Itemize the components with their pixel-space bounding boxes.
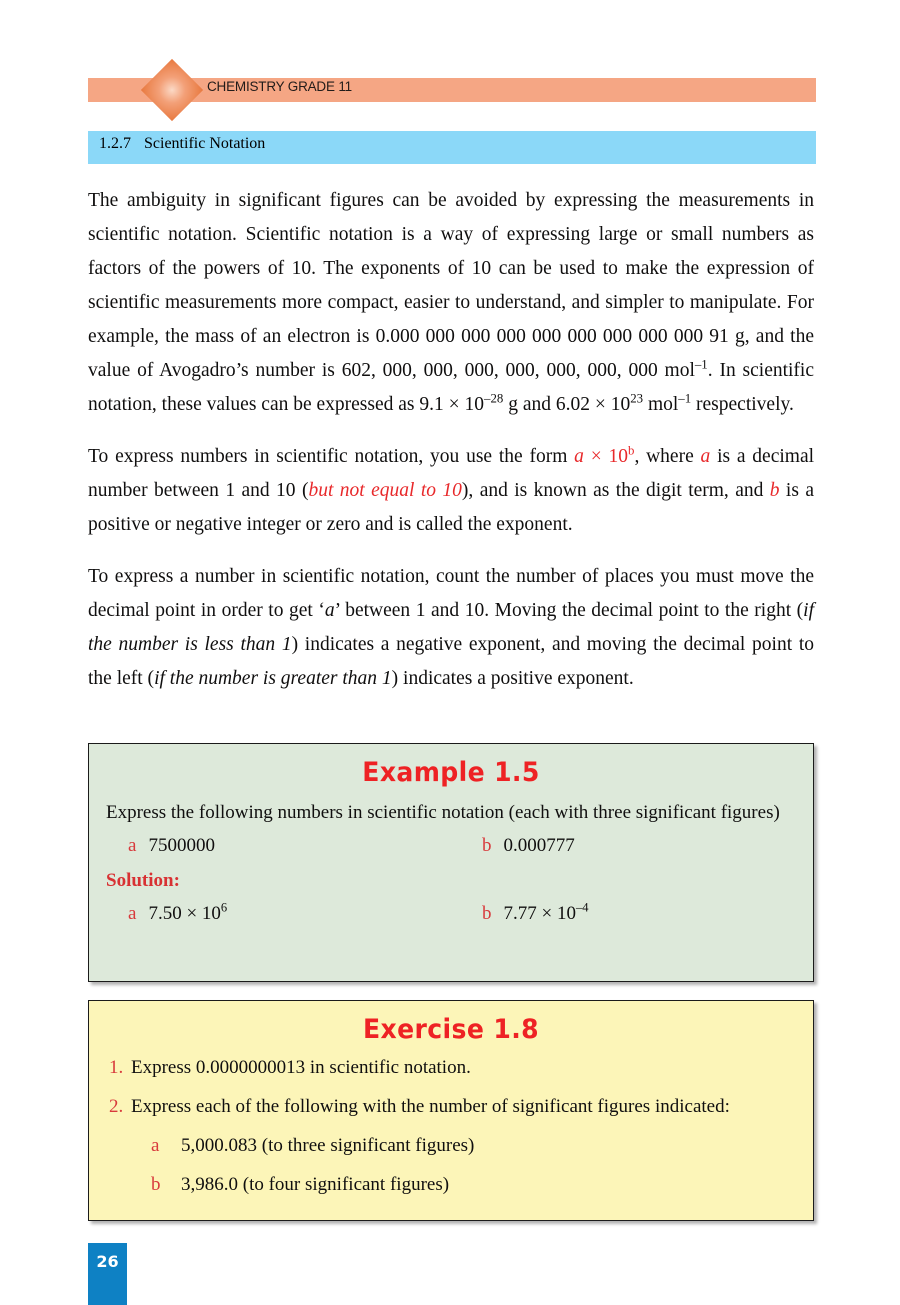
paragraph-2-text-c: is a decimal number between 1 and 10 (: [88, 446, 815, 501]
paragraph-1-text-b: . In scientific notation, these values can be expressed as 9.1 × 10: [88, 360, 814, 415]
example-box-body: [89, 796, 813, 930]
paragraph-2-text-e: is a positive or negative integer or zero and is called the exponent.: [88, 480, 815, 535]
example-solution-row: [106, 897, 796, 930]
solution-label: Solution:: [106, 870, 180, 891]
example-solution-b-marker: b: [482, 903, 492, 924]
example-problem-a: [106, 829, 464, 862]
example-problem-row: [106, 829, 796, 862]
paragraph-2: [88, 440, 814, 542]
exercise-sub-item-text: 5,000.083 (to three significant figures): [181, 1135, 475, 1156]
paragraph-3: [88, 560, 814, 696]
example-solution-b-base: 7.77 × 10: [503, 903, 576, 924]
example-solution-a-exp: 6: [220, 900, 228, 915]
formula-exponent-b: b: [628, 443, 635, 458]
example-problem-b-value: 0.000777: [503, 835, 575, 856]
paragraph-1-sup-3: 23: [630, 391, 644, 406]
exercise-sub-item-marker: a: [151, 1135, 160, 1156]
exercise-item-number: 2.: [109, 1096, 124, 1117]
paragraph-2-text-d: ), and is known as the digit term, and: [461, 480, 770, 501]
exercise-box-body: [89, 1051, 813, 1201]
exercise-item: [109, 1090, 793, 1123]
example-solution-a-marker: a: [128, 903, 137, 924]
exercise-item-text: Express 0.0000000013 in scientific notation.: [131, 1057, 471, 1078]
page-number: 26: [96, 1252, 119, 1271]
paragraph-1-sup-2: –28: [484, 391, 504, 406]
example-problem-a-marker: a: [128, 835, 137, 856]
exercise-sub-item-marker: b: [151, 1174, 161, 1195]
section-number: 1.2.7: [99, 135, 131, 152]
exercise-sub-item: [151, 1168, 793, 1201]
example-box: [88, 743, 814, 982]
exercise-box-title: Exercise 1.8: [363, 1014, 539, 1045]
body-content: [88, 184, 814, 714]
running-header-title: CHEMISTRY GRADE 11: [207, 79, 352, 94]
example-solution-b-exp: –4: [575, 900, 589, 915]
example-solution-a: [106, 897, 464, 930]
paragraph-1-sup-1: –1: [694, 357, 708, 372]
example-solution-b: [464, 897, 796, 930]
paragraph-3-text-c: ) indicates a negative exponent, and moving the decimal point to the left (: [88, 634, 814, 689]
exercise-sub-item: [151, 1129, 793, 1162]
paragraph-3-text-d: ) indicates a positive exponent.: [391, 668, 634, 689]
formula-times-ten: × 10: [583, 446, 628, 467]
paragraph-1-text-a: The ambiguity in significant figures can be avoided by expressing the measurements in scientific notation. Scientific notation is a way of expressing large or small numbers as factors of the powers of 10. The exponents of 10 can be used to make the expression of scientific measurements more compact, easier to understand, and simpler to manipulate. For example, the mass of an electron is 0.000 000 000 000 000 000 000 000 000 91 g, and the value of Avogadro’s number is 602, 000, 000, 000, 000, 000, 000, 000 mol: [88, 190, 814, 381]
exercise-item: [109, 1051, 793, 1084]
paragraph-3-var-a: a: [324, 600, 335, 621]
paragraph-2-text-b: , where: [634, 446, 701, 467]
paragraph-1-sup-4: –1: [678, 391, 692, 406]
exercise-item-number: 1.: [109, 1057, 124, 1078]
paragraph-1-text-d: mol: [643, 394, 679, 415]
inline-var-b: b: [769, 480, 780, 501]
formula-var-a: a: [574, 446, 584, 467]
diamond-ornament-icon: [141, 59, 203, 121]
exercise-item-text: Express each of the following with the number of significant figures indicated:: [131, 1096, 730, 1117]
paragraph-3-emphasis-1: if the number is less than 1: [88, 600, 814, 655]
inline-var-a: a: [700, 446, 711, 467]
paragraph-1: [88, 184, 814, 422]
paragraph-1-text-c: g and 6.02 × 10: [503, 394, 631, 415]
paragraph-2-emphasis: but not equal to 10: [308, 480, 462, 501]
exercise-sub-item-text: 3,986.0 (to four significant figures): [181, 1174, 450, 1195]
example-problem-b: [464, 829, 796, 862]
exercise-box: [88, 1000, 814, 1221]
example-solution-b-value: [504, 897, 589, 930]
example-solution-a-value: [148, 897, 227, 930]
example-instruction: Express the following numbers in scientific notation (each with three significant figures): [106, 802, 780, 823]
paragraph-1-text-e: respectively.: [691, 394, 794, 415]
page-number-tab: [88, 1243, 127, 1305]
example-solution-a-base: 7.50 × 10: [148, 903, 221, 924]
paragraph-3-text-a: To express a number in scientific notation, count the number of places you must move the decimal point in order to get ‘: [88, 566, 814, 621]
page-title: Scientific Notation: [144, 135, 266, 152]
paragraph-3-text-b: ’ between 1 and 10. Moving the decimal point to the right (: [334, 600, 804, 621]
example-problem-b-marker: b: [482, 835, 492, 856]
paragraph-3-emphasis-2: if the number is greater than 1: [154, 668, 392, 689]
section-heading: [99, 135, 265, 153]
paragraph-2-text-a: To express numbers in scientific notation, you use the form: [88, 446, 575, 467]
example-box-title: Example 1.5: [362, 757, 540, 788]
example-problem-a-value: 7500000: [148, 835, 215, 856]
